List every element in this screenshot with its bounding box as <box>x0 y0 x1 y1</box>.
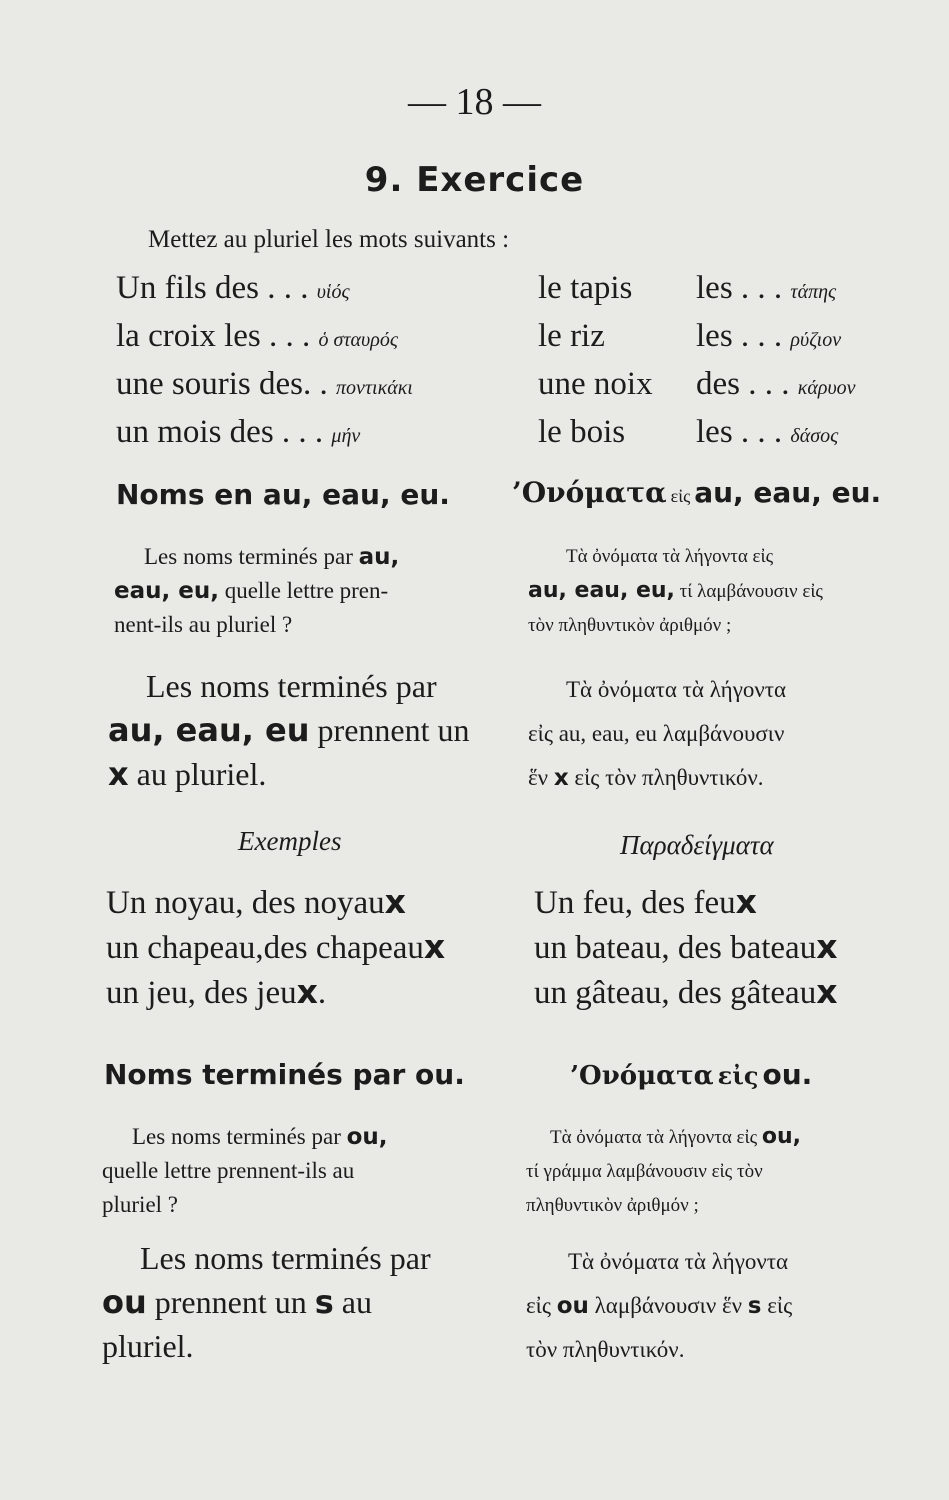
example-row: un chapeau,des chapeaux <box>106 927 446 966</box>
vocab-row: le bois les . . . δάσος <box>538 414 839 450</box>
section2-heading-fr: Noms terminés par ou. <box>104 1058 465 1091</box>
section2-answer-fr: Les noms terminés par ou prennent un s au pluriel. <box>102 1240 431 1364</box>
example-row: Un feu, des feux <box>534 882 757 921</box>
section2-question-fr: Les noms terminés par ou, quelle lettre prennent-ils au pluriel ? <box>102 1124 388 1217</box>
vocab-row: le tapis les . . . τάπης <box>538 270 837 306</box>
vocab-row: Un fils des . . . υἱός <box>116 270 350 306</box>
example-row: un bateau, des bateaux <box>534 927 838 966</box>
section1-answer-fr: Les noms terminés par au, eau, eu prennent un x au pluriel. <box>108 668 470 793</box>
section2-answer-gr: Τὰ ὀνόματα τὰ λήγοντα εἰς ou λαμβάνουσιν ἕν s εἰς τὸν πληθυντικόν. <box>526 1249 793 1362</box>
section2-question-gr: Τὰ ὀνόματα τὰ λήγοντα εἰς ou, τί γράμμα λαμβάνουσιν εἰς τὸν πληθυντικὸν ἀριθμόν ; <box>526 1124 802 1216</box>
section1-question-fr: Les noms terminés par au, eau, eu, quelle lettre pren- nent-ils au pluriel ? <box>114 544 400 637</box>
section2-heading-gr: ’Ονόματα εἰς ou. <box>570 1058 813 1091</box>
examples-left-column <box>106 880 445 1015</box>
example-row: un gâteau, des gâteaux <box>534 972 838 1011</box>
examples-label-gr: Παραδείγματα <box>620 830 774 860</box>
vocab-row: le riz les . . . ρύζιον <box>538 318 842 354</box>
section1-question-gr: Τὰ ὀνόματα τὰ λήγοντα εἰς au, eau, eu, τί λαμβάνουσιν εἰς τὸν πληθυντικὸν ἀριθμόν ; <box>528 546 823 636</box>
examples-right-column <box>534 880 838 1015</box>
vocab-row: une noix des . . . κάρυον <box>538 366 856 402</box>
vocab-row: la croix les . . . ὁ σταυρός <box>116 318 398 354</box>
examples-label-fr: Exemples <box>238 826 342 856</box>
exercise-title: 9. Exercice <box>364 160 585 200</box>
vocab-row: une souris des. . ποντικάκι <box>116 366 413 402</box>
section1-heading-gr: ’Ονόματα εἰς au, eau, eu. <box>512 476 882 509</box>
section1-answer-gr: Τὰ ὀνόματα τὰ λήγοντα εἰς au, eau, eu λαμβάνουσιν ἕν x εἰς τὸν πληθυντικόν. <box>528 677 787 791</box>
exercise-instruction: Mettez au pluriel les mots suivants : <box>148 226 510 253</box>
example-row: Un noyau, des noyaux <box>106 882 406 921</box>
section1-heading-fr: Noms en au, eau, eu. <box>116 478 450 511</box>
exercise-left-column <box>116 266 413 458</box>
example-row: un jeu, des jeux. <box>106 972 327 1011</box>
exercise-right-column <box>538 266 856 458</box>
page-number: — 18 — <box>408 81 541 123</box>
vocab-row: un mois des . . . μήν <box>116 414 361 450</box>
